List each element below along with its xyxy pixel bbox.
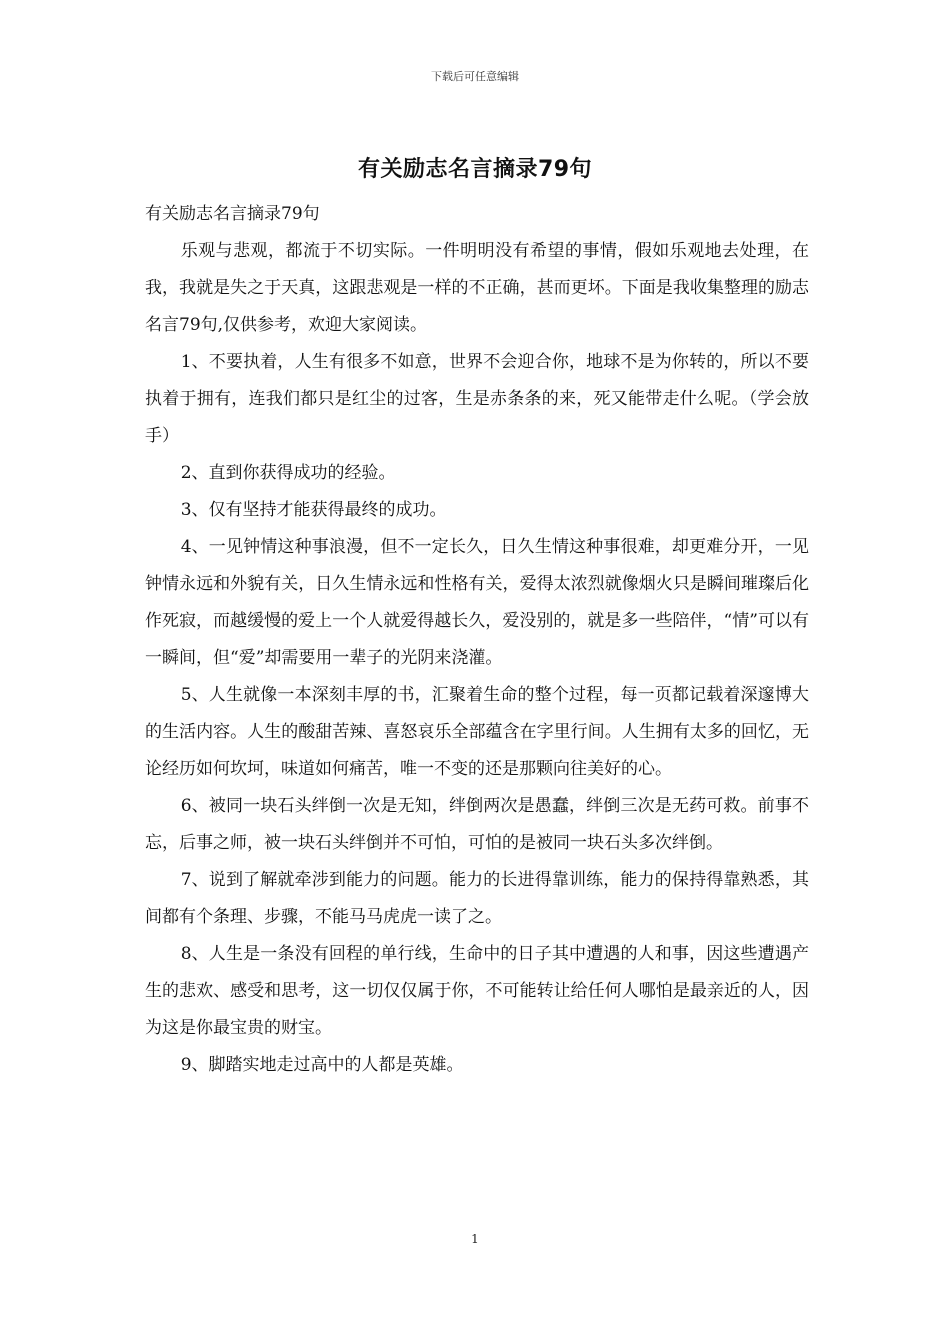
quote-paragraph-1: 1、不要执着，人生有很多不如意，世界不会迎合你，地球不是为你转的，所以不要执着于拥有，连我们都只是红尘的过客，生是赤条条的来，死又能带走什么呢。（学会放手）	[145, 352, 809, 446]
document-title: 有关励志名言摘录79句	[357, 157, 593, 182]
quote-paragraph-2: 2、直到你获得成功的经验。	[180, 463, 396, 483]
document-subtitle: 有关励志名言摘录79句	[145, 204, 320, 224]
quote-paragraph-5: 5、人生就像一本深刻丰厚的书，汇聚着生命的整个过程，每一页都记载着深邃博大的生活内容。人生的酸甜苦辣、喜怒哀乐全部蕴含在字里行间。人生拥有太多的回忆，无论经历如何坎坷，味道如何痛苦，唯一不变的还是那颗向往美好的心。	[145, 685, 809, 779]
quote-paragraph-4: 4、一见钟情这种事浪漫，但不一定长久，日久生情这种事很难，却更难分开，一见钟情永远和外貌有关，日久生情永远和性格有关，爱得太浓烈就像烟火只是瞬间璀璨后化作死寂，而越缓慢的爱上一个人就爱得越长久，爱没别的，就是多一些陪伴，“情”可以有一瞬间，但“爱”却需要用一辈子的光阴来浇灌。	[145, 537, 809, 668]
document-body	[145, 196, 809, 1084]
quote-paragraph-8: 8、人生是一条没有回程的单行线，生命中的日子其中遭遇的人和事，因这些遭遇产生的悲欢、感受和思考，这一切仅仅属于你，不可能转让给任何人哪怕是最亲近的人，因为这是你最宝贵的财宝。	[145, 944, 809, 1038]
intro-paragraph: 乐观与悲观，都流于不切实际。一件明明没有希望的事情，假如乐观地去处理，在我，我就是失之于天真，这跟悲观是一样的不正确，甚而更坏。下面是我收集整理的励志名言79句,仅供参考，欢迎大家阅读。	[145, 241, 809, 335]
quote-paragraph-7: 7、说到了解就牵涉到能力的问题。能力的长进得靠训练，能力的保持得靠熟悉，其间都有个条理、步骤，不能马马虎虎一读了之。	[145, 870, 809, 927]
quote-paragraph-9: 9、脚踏实地走过高中的人都是英雄。	[180, 1055, 464, 1075]
page-header-note: 下载后可任意编辑	[431, 70, 519, 83]
quote-paragraph-3: 3、仅有坚持才能获得最终的成功。	[180, 500, 447, 520]
quote-paragraph-6: 6、被同一块石头绊倒一次是无知，绊倒两次是愚蠢，绊倒三次是无药可救。前事不忘，后事之师，被一块石头绊倒并不可怕，可怕的是被同一块石头多次绊倒。	[145, 796, 809, 853]
page-number: 1	[471, 1232, 479, 1246]
